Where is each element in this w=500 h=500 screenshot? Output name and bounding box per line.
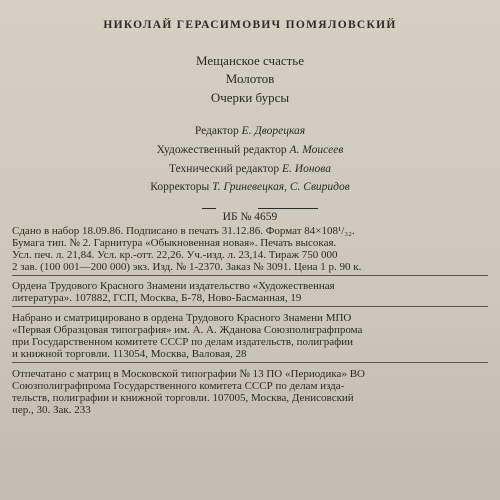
credit-person: Е. Ионова	[282, 163, 331, 175]
credit-editor	[0, 126, 500, 138]
imprint-line: Усл. печ. л. 21,84. Усл. кр.-отт. 22,26. Уч.-изд. л. 23,14. Тираж 750 000	[12, 249, 338, 261]
printer-line: тельств, полиграфии и книжной торговли. 107005, Москва, Денисовский	[12, 392, 354, 404]
printer-line: пер., 30. Зак. 233	[12, 404, 91, 416]
publisher-line: Ордена Трудового Красного Знамени издательство «Художественная	[12, 280, 335, 292]
typesetter-line: при Государственном комитете СССР по делам издательств, полиграфии	[12, 336, 354, 348]
section-divider	[12, 362, 488, 363]
typesetter-line: Набрано и сматрицировано в ордена Трудового Красного Знамени МПО	[12, 312, 352, 324]
imprint-line: 2 зав. (100 001—200 000) экз. Изд. № 1-2370. Заказ № 3091. Цена 1 р. 90 к.	[12, 261, 362, 273]
section-divider	[12, 275, 488, 276]
credit-role: Редактор	[194, 125, 239, 137]
work-title: Очерки бурсы	[210, 90, 290, 105]
work-title: Мещанское счастье	[196, 53, 304, 68]
ib-number: ИБ № 4659	[0, 212, 500, 224]
printer-line: Союзполиграфпрома Государственного комитета СССР по делам изда-	[12, 380, 345, 392]
section-divider	[12, 306, 488, 307]
credit-proofreaders	[0, 182, 500, 194]
publisher-line: литература». 107882, ГСП, Москва, Б-78, Ново-Басманная, 19	[12, 292, 302, 304]
credit-person: Т. Гриневецкая, С. Свиридов	[212, 181, 350, 193]
credit-art-editor	[0, 145, 500, 157]
typesetter-line: и книжной торговли. 113054, Москва, Валовая, 28	[12, 348, 247, 360]
credit-person: Е. Дворецкая	[241, 125, 306, 137]
imprint-line: Сдано в набор 18.09.86. Подписано в печать 31.12.86. Формат 84×108¹/₃₂.	[12, 225, 355, 237]
credit-tech-editor	[0, 164, 500, 176]
credit-role: Художественный редактор	[156, 144, 287, 156]
credit-role: Корректоры	[150, 181, 210, 193]
work-title: Молотов	[225, 71, 275, 86]
printer-line: Отпечатано с матриц в Московской типографии № 13 ПО «Периодика» ВО	[12, 368, 365, 380]
imprint-line: Бумага тип. № 2. Гарнитура «Обыкновенная новая». Печать высокая.	[12, 237, 337, 249]
author-name: НИКОЛАЙ ГЕРАСИМОВИЧ ПОМЯЛОВСКИЙ	[103, 19, 397, 31]
credit-person: А. Моисеев	[289, 144, 344, 156]
typesetter-line: «Первая Образцовая типография» им. А. А. Жданова Союзполиграфпрома	[12, 324, 363, 336]
credit-role: Технический редактор	[169, 163, 280, 175]
